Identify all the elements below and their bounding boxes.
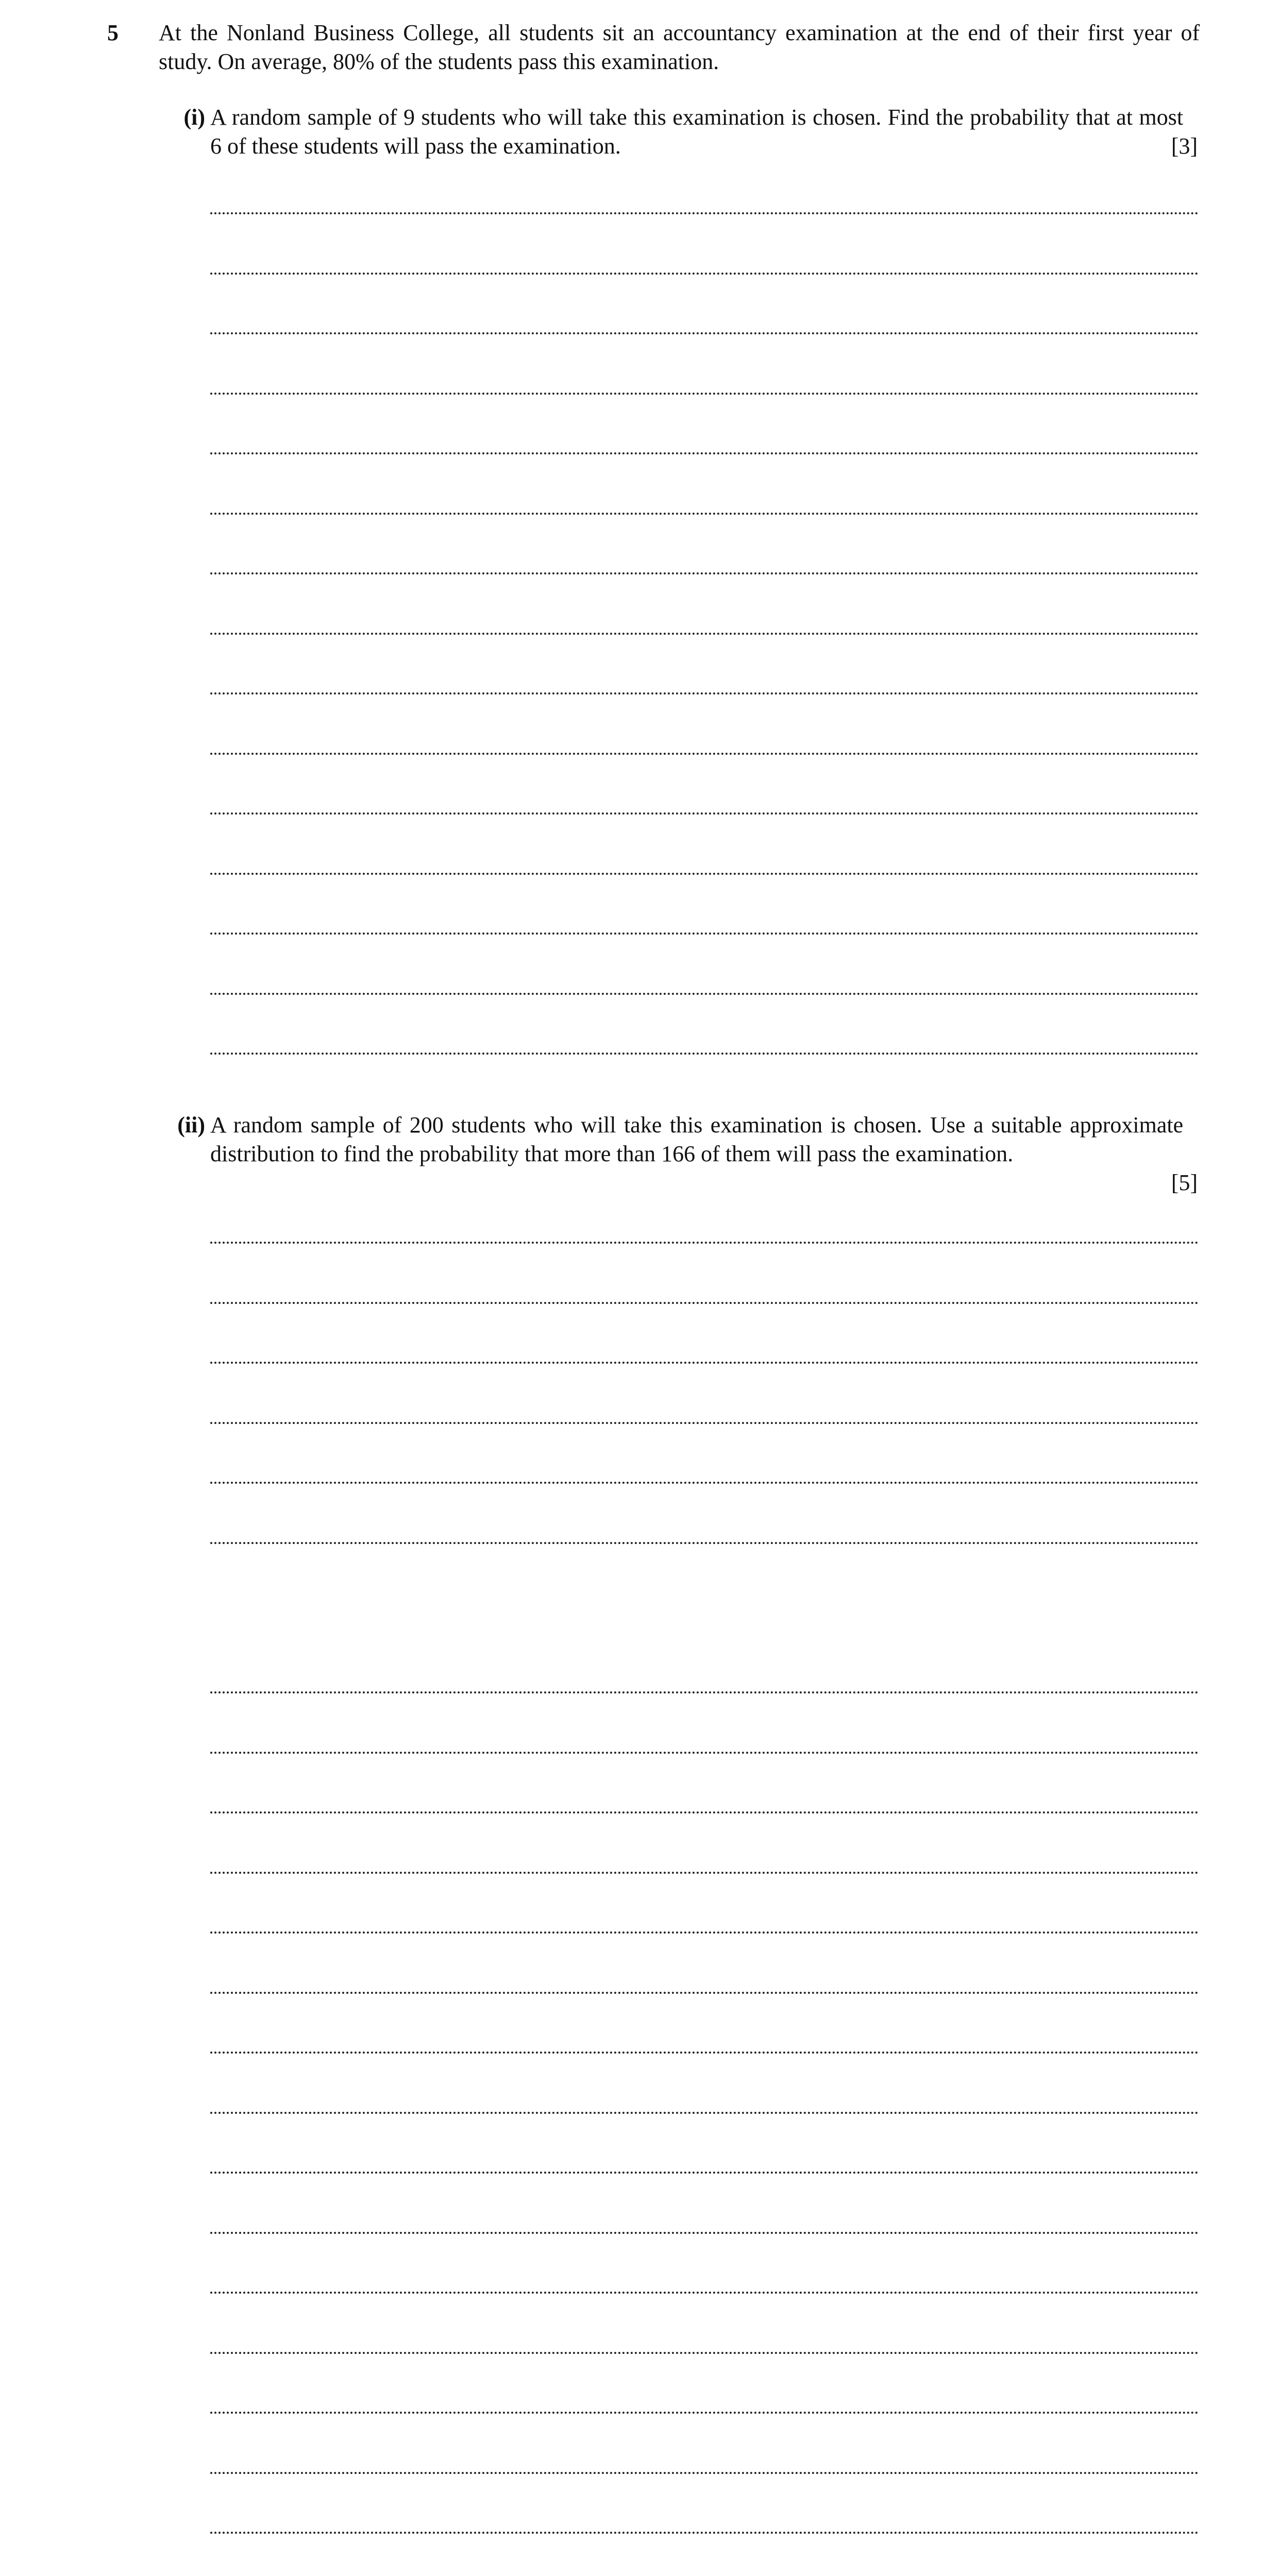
answer-line[interactable] [210, 812, 1199, 815]
answer-line[interactable] [210, 2352, 1199, 2354]
answer-line[interactable] [210, 452, 1199, 454]
part-i-label: (i) [183, 105, 205, 130]
answer-line[interactable] [210, 2292, 1199, 2294]
part-ii-label: (ii) [177, 1112, 205, 1138]
answer-line[interactable] [210, 633, 1199, 635]
answer-line[interactable] [210, 1422, 1199, 1424]
answer-line[interactable] [210, 2052, 1199, 2054]
answer-line[interactable] [210, 1362, 1199, 1364]
answer-line[interactable] [210, 332, 1199, 334]
answer-line[interactable] [210, 1931, 1199, 1934]
answer-line[interactable] [210, 753, 1199, 755]
answer-line[interactable] [210, 1542, 1199, 1544]
answer-line[interactable] [210, 1691, 1199, 1693]
answer-line[interactable] [210, 2112, 1199, 2114]
answer-line[interactable] [210, 2472, 1199, 2474]
answer-line[interactable] [210, 572, 1199, 574]
answer-line[interactable] [210, 1482, 1199, 1484]
answer-line[interactable] [210, 1811, 1199, 1814]
answer-line[interactable] [210, 2532, 1199, 2534]
part-i-text: A random sample of 9 students who will take this examination is chosen. Find the probability that at most 6 of these students will pass the examination. [210, 105, 1183, 159]
part-i-marks: [3] [1171, 133, 1198, 159]
answer-line[interactable] [210, 2172, 1199, 2174]
question-intro: At the Nonland Business College, all students sit an accountancy examination at the end of their first year of study. On average, 80% of the students pass this examination. [159, 20, 1200, 74]
answer-line[interactable] [210, 993, 1199, 995]
answer-line[interactable] [210, 513, 1199, 515]
part-ii-text: A random sample of 200 students who will take this examination is chosen. Use a suitable approximate distribution to find the probability that more than 166 of them will pass the examination. [210, 1112, 1183, 1166]
answer-line[interactable] [210, 1302, 1199, 1304]
answer-line[interactable] [210, 1242, 1199, 1244]
answer-line[interactable] [210, 1752, 1199, 1754]
part-ii-marks: [5] [1171, 1170, 1198, 1195]
answer-line[interactable] [210, 873, 1199, 875]
answer-line[interactable] [210, 1992, 1199, 1994]
answer-line[interactable] [210, 692, 1199, 694]
answer-line[interactable] [210, 1872, 1199, 1874]
answer-line[interactable] [210, 2412, 1199, 2414]
question-number: 5 [107, 20, 119, 45]
answer-line[interactable] [210, 212, 1199, 214]
answer-line[interactable] [210, 393, 1199, 395]
answer-line[interactable] [210, 273, 1199, 275]
answer-line[interactable] [210, 1053, 1199, 1055]
answer-line[interactable] [210, 933, 1199, 935]
answer-line[interactable] [210, 2232, 1199, 2234]
